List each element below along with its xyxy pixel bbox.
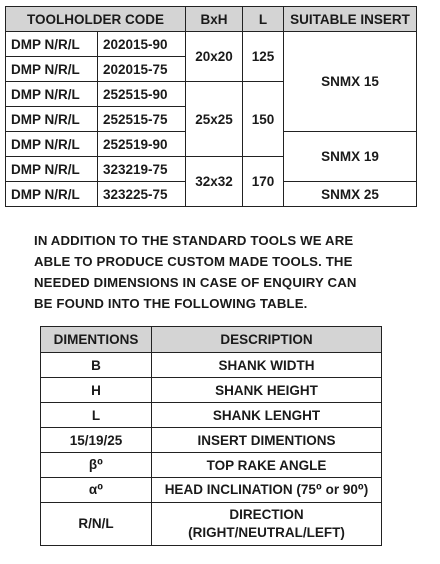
table-row <box>41 503 382 546</box>
header-dimentions: DIMENTIONS <box>41 327 152 353</box>
dimension-description: SHANK HEIGHT <box>152 378 382 403</box>
toolholder-table <box>5 6 417 207</box>
table-header-row <box>41 327 382 353</box>
table-row <box>41 403 382 428</box>
dimension-description: INSERT DIMENTIONS <box>152 428 382 453</box>
dimension-symbol: 15/19/25 <box>41 428 152 453</box>
length-cell: 170 <box>243 157 284 207</box>
length-cell: 150 <box>243 82 284 157</box>
description-line: (RIGHT/NEUTRAL/LEFT) <box>188 525 345 540</box>
code-cell: 202015-90 <box>98 32 186 57</box>
header-length: L <box>243 7 284 32</box>
dimension-description: HEAD INCLINATION (75⁰ or 90⁰) <box>152 478 382 503</box>
insert-cell: SNMX 19 <box>284 132 417 182</box>
bxh-cell: 20x20 <box>186 32 243 82</box>
header-bxh: BxH <box>186 7 243 32</box>
code-cell: 252519-90 <box>98 132 186 157</box>
note-line: BE FOUND INTO THE FOLLOWING TABLE. <box>34 296 308 311</box>
table-row <box>41 478 382 503</box>
dimension-description: SHANK WIDTH <box>152 353 382 378</box>
dimension-symbol: β⁰ <box>41 453 152 478</box>
code-cell: 323219-75 <box>98 157 186 182</box>
model-cell: DMP N/R/L <box>6 132 98 157</box>
model-cell: DMP N/R/L <box>6 107 98 132</box>
note-line: ABLE TO PRODUCE CUSTOM MADE TOOLS. THE <box>34 254 353 269</box>
model-cell: DMP N/R/L <box>6 57 98 82</box>
table-row <box>6 32 417 57</box>
model-cell: DMP N/R/L <box>6 82 98 107</box>
table-row <box>41 353 382 378</box>
header-toolholder-code: TOOLHOLDER CODE <box>6 7 186 32</box>
insert-cell: SNMX 15 <box>284 32 417 132</box>
dimension-symbol: R/N/L <box>41 503 152 546</box>
description-line: DIRECTION <box>229 507 304 522</box>
dimension-description: SHANK LENGHT <box>152 403 382 428</box>
code-cell: 202015-75 <box>98 57 186 82</box>
dimension-description <box>152 503 382 546</box>
dimension-symbol: H <box>41 378 152 403</box>
bxh-cell: 32x32 <box>186 157 243 207</box>
insert-cell: SNMX 25 <box>284 182 417 207</box>
note-line: IN ADDITION TO THE STANDARD TOOLS WE ARE <box>34 233 354 248</box>
table-row <box>41 378 382 403</box>
code-cell: 252515-75 <box>98 107 186 132</box>
code-cell: 252515-90 <box>98 82 186 107</box>
dimension-description: TOP RAKE ANGLE <box>152 453 382 478</box>
header-description: DESCRIPTION <box>152 327 382 353</box>
dimensions-table <box>40 326 382 546</box>
table-row <box>41 453 382 478</box>
table-row <box>41 428 382 453</box>
custom-tools-note <box>34 230 414 314</box>
dimension-symbol: α⁰ <box>41 478 152 503</box>
model-cell: DMP N/R/L <box>6 32 98 57</box>
dimension-symbol: L <box>41 403 152 428</box>
model-cell: DMP N/R/L <box>6 182 98 207</box>
table-header-row <box>6 7 417 32</box>
header-suitable-insert: SUITABLE INSERT <box>284 7 417 32</box>
code-cell: 323225-75 <box>98 182 186 207</box>
bxh-cell: 25x25 <box>186 82 243 157</box>
model-cell: DMP N/R/L <box>6 157 98 182</box>
note-line: NEEDED DIMENSIONS IN CASE OF ENQUIRY CAN <box>34 275 357 290</box>
length-cell: 125 <box>243 32 284 82</box>
dimension-symbol: B <box>41 353 152 378</box>
